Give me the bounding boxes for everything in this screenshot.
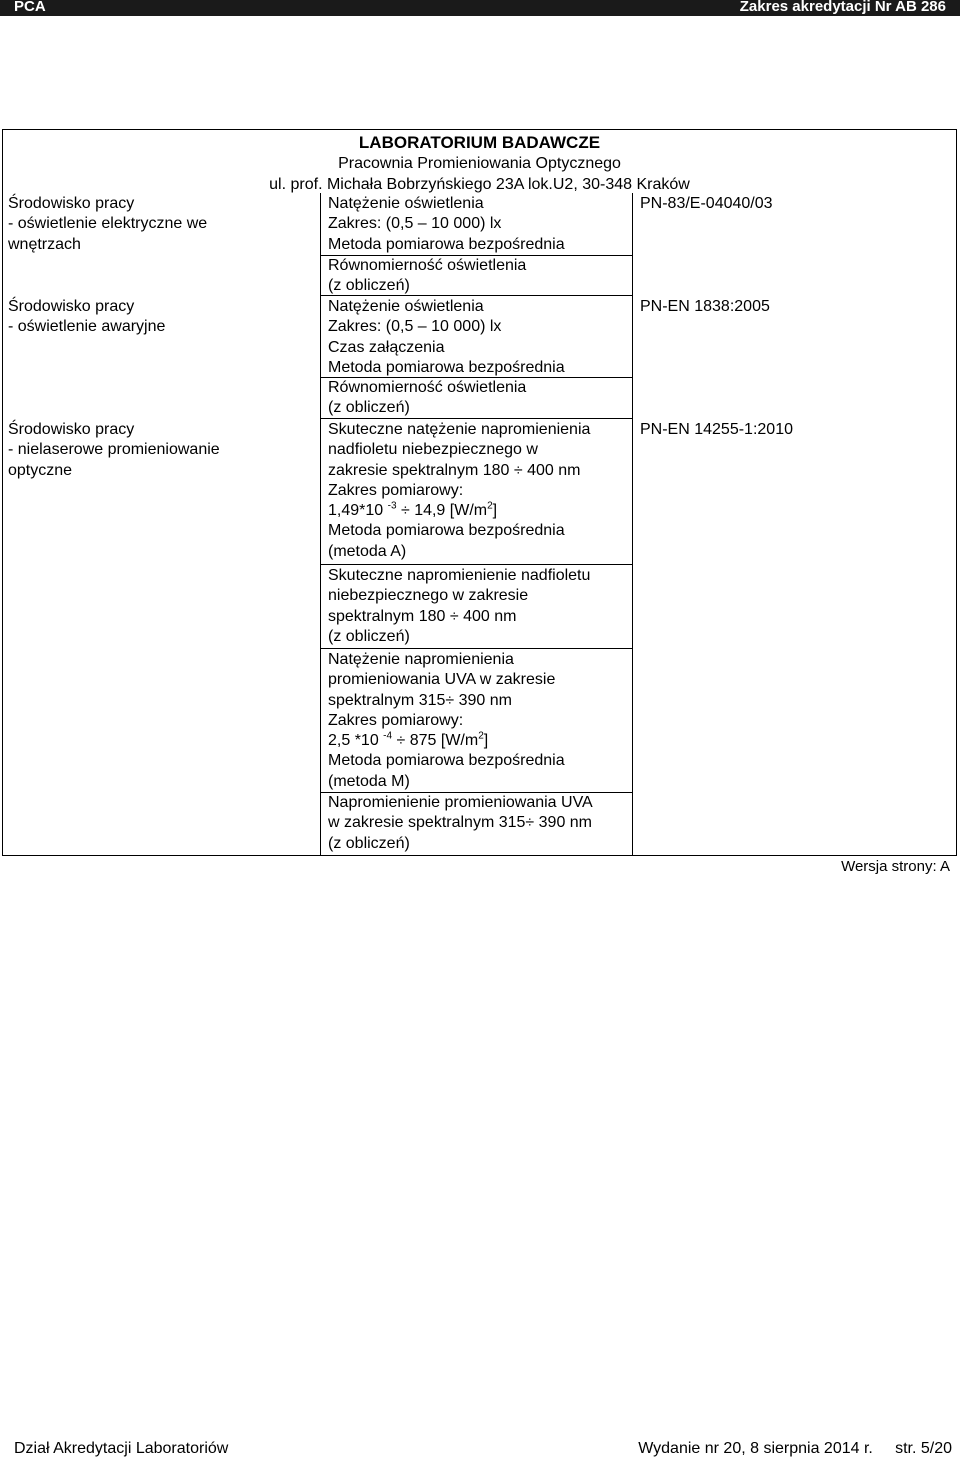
column-divider-1 — [320, 193, 321, 856]
method-cell: Skuteczne natężenie napromienienia nadfioletu niebezpiecznego w zakresie spektralnym 180 ÷ 400 nm Zakres pomiarowy: 1,49*10 $^{-3}$ ÷ 14,9 $[W/m^2]$ Metoda pomiarowa bezpośrednia (metoda A) — [328, 421, 591, 560]
lab-address: ul. prof. Michała Bobrzyńskiego 23A lok.U2, 30-348 Kraków — [269, 176, 690, 193]
object-cell: Środowisko pracy - oświetlenie awaryjne — [8, 298, 166, 336]
standard-cell: PN-EN 1838:2005 — [640, 298, 770, 315]
lab-title: LABORATORIUM BADAWCZE — [358, 133, 601, 152]
footer-right: Wydanie nr 20, 8 sierpnia 2014 r. str. 5/20 — [638, 1440, 952, 1457]
method-cell: Natężenie oświetlenia Zakres: (0,5 – 10 000) lx Czas załączenia Metoda pomiarowa bezpośrednia — [328, 298, 565, 376]
method-cell: Skuteczne napromienienie nadfioletu niebezpiecznego w zakresie spektralnym 180 ÷ 400 nm (z obliczeń) — [328, 567, 591, 645]
row-divider — [320, 648, 633, 649]
header-right: Zakres akredytacji Nr AB 286 — [739, 0, 946, 15]
method-cell: Natężenie napromienienia promieniowania UVA w zakresie spektralnym 315÷ 390 nm Zakres pomiarowy: 2,5 *10 $^{-4}$ ÷ 875 $[W/m^2]$ Metoda pomiarowa bezpośrednia (metoda M) — [328, 651, 565, 790]
method-cell: Równomierność oświetlenia (z obliczeń) — [328, 379, 527, 417]
method-cell: Natężenie oświetlenia Zakres: (0,5 – 10 000) lx Metoda pomiarowa bezpośrednia — [328, 195, 565, 253]
footer-left: Dział Akredytacji Laboratoriów — [14, 1440, 229, 1457]
column-divider-2 — [632, 193, 633, 856]
standard-cell: PN-83/E-04040/03 — [640, 195, 773, 212]
object-cell: Środowisko pracy - oświetlenie elektryczne we wnętrzach — [8, 195, 208, 253]
lab-unit: Pracownia Promieniowania Optycznego — [338, 155, 621, 172]
method-cell: Równomierność oświetlenia (z obliczeń) — [328, 257, 527, 295]
object-cell: Środowisko pracy - nielaserowe promieniowanie optyczne — [8, 421, 220, 479]
method-cell: Napromienienie promieniowania UVA w zakresie spektralnym 315÷ 390 nm (z obliczeń) — [328, 794, 593, 852]
range-value: 1,49*10 $^{-3}$ ÷ 14,9 $[W/m^2]$ — [328, 500, 498, 520]
page-header-bar — [0, 0, 960, 16]
range-value: 2,5 *10 $^{-4}$ ÷ 875 $[W/m^2]$ — [328, 730, 489, 750]
standard-cell: PN-EN 14255-1:2010 — [640, 421, 793, 438]
lab-header — [2, 132, 957, 195]
page-footer — [14, 1440, 952, 1458]
page-version: Wersja strony: A — [841, 858, 950, 875]
header-left: PCA — [14, 0, 46, 15]
row-divider — [320, 564, 633, 565]
